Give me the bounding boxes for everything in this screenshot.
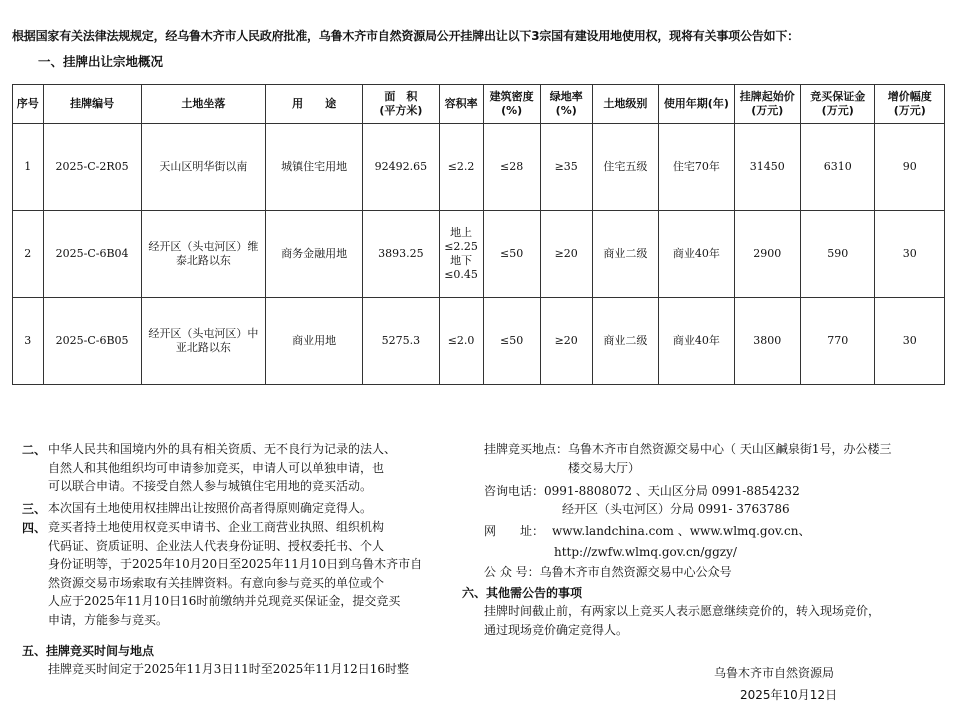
table-row: [13, 211, 945, 298]
website-links-1[interactable]: www.landchina.com 、www.wlmq.gov.cn、: [552, 524, 811, 538]
cell-usage: 商务金融用地: [266, 211, 363, 298]
cell-increment: 30: [875, 298, 945, 385]
section-2-line: 中华人民共和国境内外的具有相关资质、无不良行为记录的法人、: [48, 442, 397, 456]
section-3-label: 三、: [22, 502, 47, 516]
section-3-line: 本次国有土地使用权挂牌出让按照价高者得原则确定竞得人。: [48, 501, 373, 515]
section-2-label: 二、: [22, 443, 47, 457]
cell-density: ≤50: [483, 298, 540, 385]
issue-date: 2025年10月12日: [740, 688, 838, 702]
cell-usage: 商业用地: [266, 298, 363, 385]
header-listing-no: 挂牌编号: [43, 85, 141, 124]
section-4-line: 竞买者持土地使用权竞买申请书、企业工商营业执照、组织机构: [48, 520, 385, 534]
header-deposit: 竞买保证金 (万元): [800, 85, 875, 124]
bidding-location: [484, 440, 891, 477]
header-land-grade: 土地级别: [592, 85, 658, 124]
section-4-line: 身份证明等，于2025年10月20日至2025年11月10日到乌鲁木齐市自: [48, 557, 423, 571]
table-header-row: [13, 85, 945, 124]
cell-green-rate: ≥35: [540, 124, 592, 211]
cell-area: 3893.25: [363, 211, 440, 298]
land-parcel-table: [12, 84, 945, 385]
section-4-label: 四、: [22, 521, 47, 535]
cell-location: 经开区（头屯河区）中亚北路以东: [141, 298, 266, 385]
section-6-text: [484, 602, 880, 639]
cell-deposit: 770: [800, 298, 875, 385]
cell-listing-no: 2025-C-6B04: [43, 211, 141, 298]
cell-usage: 城镇住宅用地: [266, 124, 363, 211]
cell-density: ≤50: [483, 211, 540, 298]
cell-start-price: 2900: [734, 211, 800, 298]
cell-location: 经开区（头屯河区）维泰北路以东: [141, 211, 266, 298]
cell-start-price: 31450: [734, 124, 800, 211]
cell-term: 住宅70年: [659, 124, 735, 211]
header-density: 建筑密度 (%): [483, 85, 540, 124]
cell-seq: 2: [13, 211, 44, 298]
section-2-line: 自然人和其他组织均可申请参加竞买，申请人可以单独申请，也: [48, 460, 385, 475]
cell-listing-no: 2025-C-6B05: [43, 298, 141, 385]
header-usage: 用 途: [266, 85, 363, 124]
section-4-line: 人应于2025年11月10日16时前缴纳并兑现竞买保证金，提交竞买: [48, 594, 401, 608]
cell-start-price: 3800: [734, 298, 800, 385]
cell-listing-no: 2025-C-2R05: [43, 124, 141, 211]
section-5-title: 五、挂牌竞买时间与地点: [22, 644, 155, 658]
header-increment: 增价幅度 (万元): [875, 85, 945, 124]
cell-area: 92492.65: [363, 124, 440, 211]
header-seq: 序号: [13, 85, 44, 124]
announcement-intro: 根据国家有关法律法规规定，经乌鲁木齐市人民政府批准，乌鲁木齐市自然资源局公开挂牌出让以下3宗国有建设用地使用权，现将有关事项公告如下：: [12, 29, 799, 43]
issuer-name: 乌鲁木齐市自然资源局: [714, 666, 835, 680]
cell-term: 商业40年: [659, 298, 735, 385]
cell-land-grade: 商业二级: [592, 298, 658, 385]
header-term: 使用年期(年): [659, 85, 735, 124]
section-4-text: [48, 518, 422, 629]
section-6-title: 六、其他需公告的事项: [462, 586, 583, 600]
header-area: 面 积 (平方米): [363, 85, 440, 124]
header-green-rate: 绿地率 (%): [540, 85, 592, 124]
cell-seq: 1: [13, 124, 44, 211]
consult-phone: 咨询电话：0991-8808072 、天山区分局 0991-8854232: [484, 484, 800, 498]
cell-land-grade: 住宅五级: [592, 124, 658, 211]
table-row: [13, 298, 945, 385]
section-4-line: 申请，方能参与竞买。: [48, 612, 169, 627]
cell-green-rate: ≥20: [540, 298, 592, 385]
cell-density: ≤28: [483, 124, 540, 211]
cell-increment: 90: [875, 124, 945, 211]
section-6-line: 挂牌时间截止前，有两家以上竞买人表示愿意继续竞价的，转入现场竞价，: [484, 604, 881, 618]
cell-green-rate: ≥20: [540, 211, 592, 298]
section-2-text: [48, 440, 396, 496]
cell-seq: 3: [13, 298, 44, 385]
section-3-text: [48, 499, 372, 518]
cell-deposit: 6310: [800, 124, 875, 211]
section-4-line: 代码证、资质证明、企业法人代表身份证明、授权委托书、个人: [48, 538, 385, 553]
section-5-text: 挂牌竞买时间定于2025年11月3日11时至2025年11月12日16时整: [48, 662, 410, 676]
cell-far: 地上 ≤2.25 地下 ≤0.45: [439, 211, 483, 298]
bidding-location-line: 楼交易大厅）: [568, 460, 641, 475]
cell-far: ≤2.0: [439, 298, 483, 385]
website-label: 网 址：: [484, 524, 545, 538]
website-links-2[interactable]: http://zwfw.wlmq.gov.cn/ggzy/: [554, 545, 737, 559]
bidding-location-line: 挂牌竞买地点：乌鲁木齐市自然资源交易中心（ 天山区鹹泉街1号，办公楼三: [484, 442, 892, 456]
cell-location: 天山区明华街以南: [141, 124, 266, 211]
cell-term: 商业40年: [659, 211, 735, 298]
header-location: 土地坐落: [141, 85, 266, 124]
cell-increment: 30: [875, 211, 945, 298]
section-1-title: 一、挂牌出让宗地概况: [38, 54, 164, 69]
cell-area: 5275.3: [363, 298, 440, 385]
wechat-account: 公 众 号：乌鲁木齐市自然资源交易中心公众号: [484, 565, 732, 579]
cell-deposit: 590: [800, 211, 875, 298]
header-far: 容积率: [439, 85, 483, 124]
section-6-line: 通过现场竞价确定竞得人。: [484, 622, 629, 637]
section-4-line: 然资源交易市场索取有关挂牌资料。有意向参与竞买的单位或个: [48, 575, 385, 590]
section-2-line: 可以联合申请。不接受自然人参与城镇住宅用地的竞买活动。: [48, 479, 373, 493]
header-start-price: 挂牌起始价 (万元): [734, 85, 800, 124]
cell-land-grade: 商业二级: [592, 211, 658, 298]
consult-phone-branch: 经开区（头屯河区）分局 0991- 3763786: [562, 502, 790, 516]
cell-far: ≤2.2: [439, 124, 483, 211]
table-row: [13, 124, 945, 211]
